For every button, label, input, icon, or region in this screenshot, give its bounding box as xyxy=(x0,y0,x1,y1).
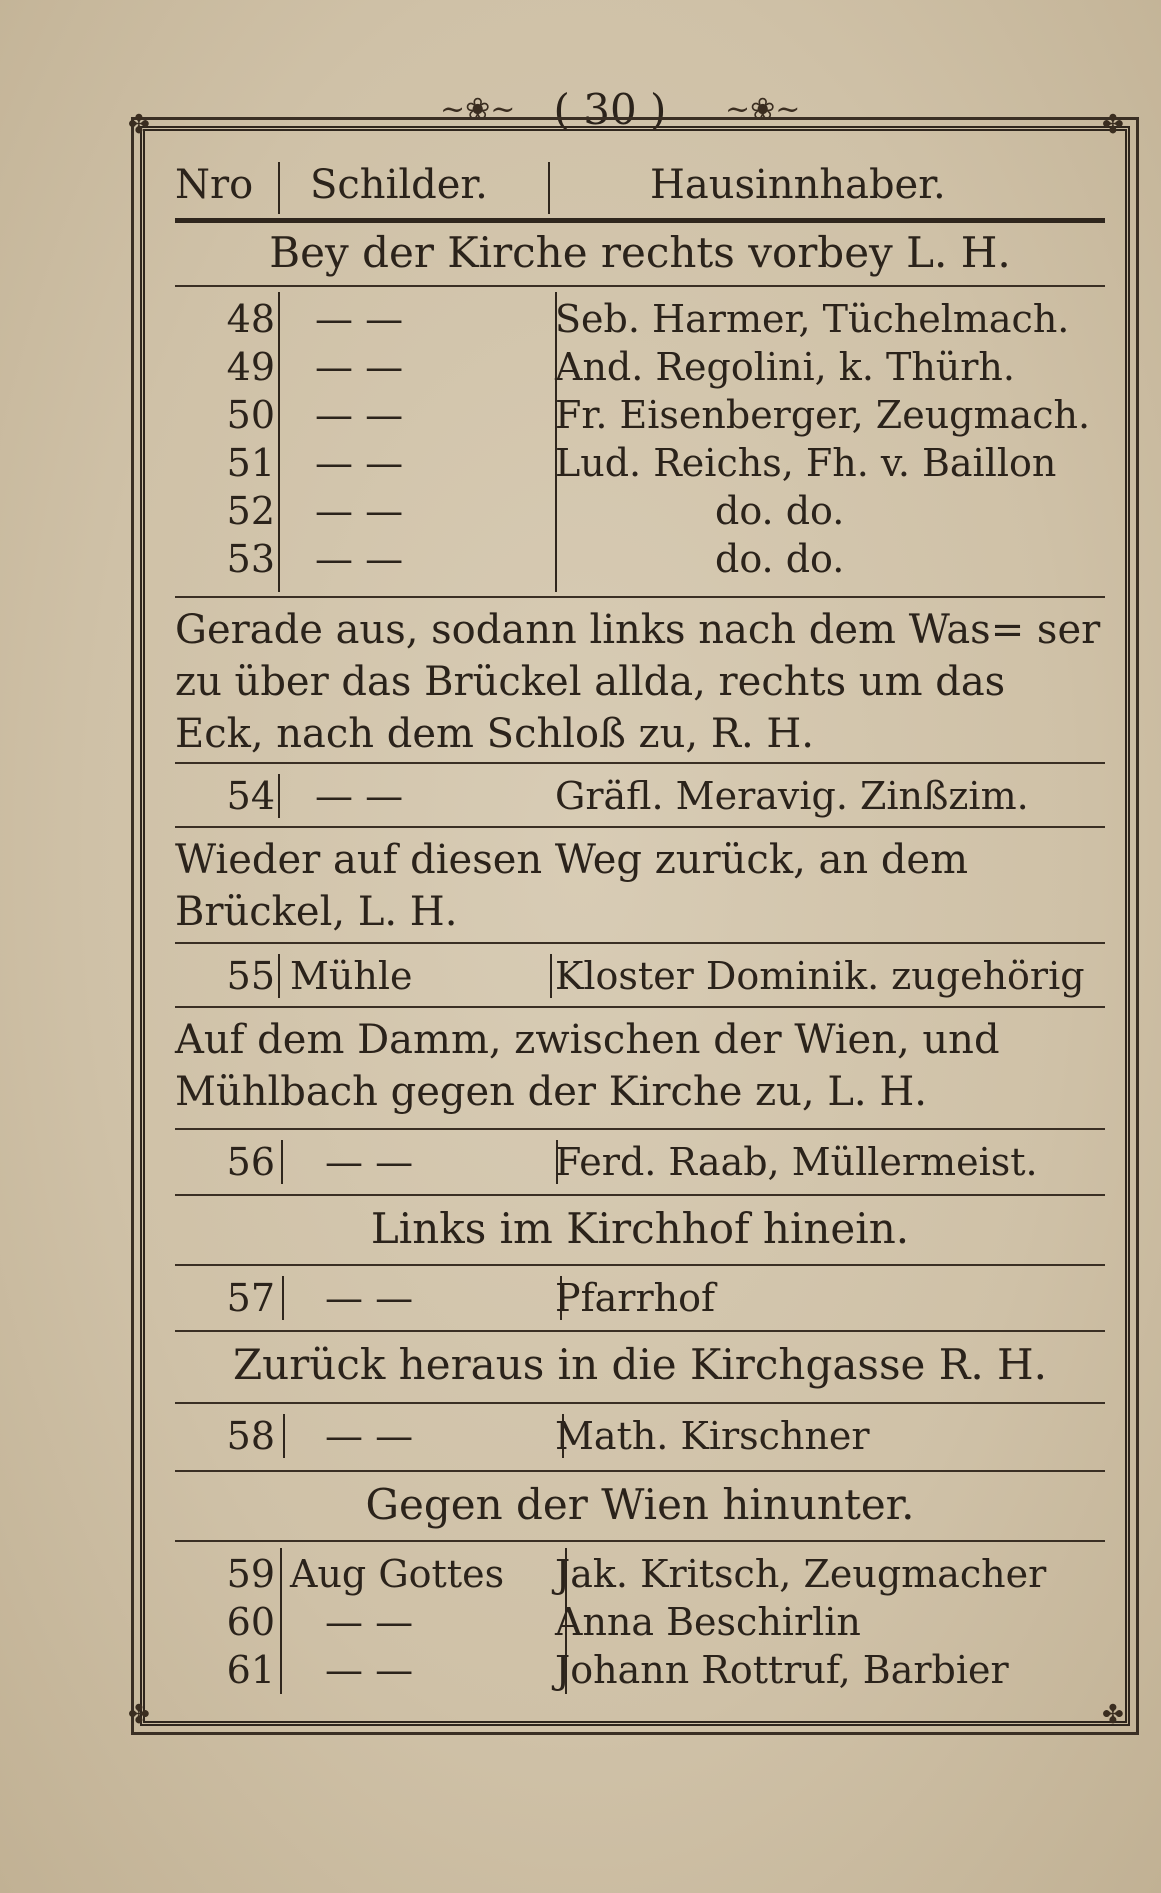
house-owner: Seb. Harmer, Tüchelmach. xyxy=(555,297,1070,341)
house-owner: do. do. xyxy=(715,537,845,581)
house-number: 49 xyxy=(226,345,275,389)
house-sign: — — xyxy=(325,1414,414,1458)
column-divider xyxy=(560,1276,562,1320)
ornament-right-icon: ~❀~ xyxy=(725,92,801,127)
divider xyxy=(175,1540,1105,1542)
house-sign: — — xyxy=(315,441,404,485)
corner-ornament-icon: ✤ xyxy=(1102,1700,1124,1730)
corner-ornament-icon: ✤ xyxy=(128,1700,150,1730)
house-sign: — — xyxy=(325,1600,414,1644)
section-heading: Zurück heraus in die Kirchgasse R. H. xyxy=(232,1340,1048,1389)
divider xyxy=(175,1470,1105,1472)
table-row xyxy=(175,535,1105,583)
corner-ornament-icon: ✤ xyxy=(1102,110,1124,140)
table-row xyxy=(175,295,1105,343)
ornament-left-icon: ~❀~ xyxy=(440,92,516,127)
house-sign: — — xyxy=(325,1648,414,1692)
house-sign: — — xyxy=(315,345,404,389)
column-divider xyxy=(278,774,280,818)
house-number: 50 xyxy=(226,393,275,437)
house-sign: Aug Gottes xyxy=(290,1552,505,1596)
house-sign: — — xyxy=(315,393,404,437)
section-heading: Bey der Kirche rechts vorbey L. H. xyxy=(269,228,1011,277)
header-divider xyxy=(548,162,550,214)
header-sign: Schilder. xyxy=(310,162,488,208)
table-row xyxy=(175,1274,1105,1322)
divider xyxy=(175,1128,1105,1130)
corner-ornament-icon: ✤ xyxy=(128,110,150,140)
table-row xyxy=(175,1646,1105,1694)
house-number: 59 xyxy=(226,1552,275,1596)
column-divider xyxy=(283,1414,285,1458)
divider xyxy=(175,1402,1105,1404)
house-owner: Kloster Dominik. zugehörig xyxy=(555,954,1085,998)
header-owner: Hausinnhaber. xyxy=(650,162,946,208)
house-number: 55 xyxy=(226,954,275,998)
house-number: 53 xyxy=(226,537,275,581)
divider xyxy=(175,826,1105,828)
house-number: 48 xyxy=(226,297,275,341)
house-owner: Anna Beschirlin xyxy=(555,1600,861,1644)
table-row xyxy=(175,1412,1105,1460)
column-divider xyxy=(281,1140,283,1184)
divider xyxy=(175,762,1105,764)
section-paragraph: Auf dem Damm, zwischen der Wien, und Mühlbach gegen der Kirche zu, L. H. xyxy=(175,1017,1000,1115)
table-row xyxy=(175,772,1105,820)
table-row xyxy=(175,952,1105,1000)
divider xyxy=(175,1194,1105,1196)
table-row xyxy=(175,343,1105,391)
house-number: 61 xyxy=(226,1648,275,1692)
house-number: 54 xyxy=(226,774,275,818)
column-divider xyxy=(562,1414,564,1458)
house-number: 57 xyxy=(226,1276,275,1320)
house-sign: — — xyxy=(325,1140,414,1184)
divider xyxy=(175,942,1105,944)
column-divider xyxy=(278,954,280,998)
house-owner: do. do. xyxy=(715,489,845,533)
divider xyxy=(175,1006,1105,1008)
column-divider xyxy=(282,1276,284,1320)
house-number: 51 xyxy=(226,441,275,485)
house-sign: — — xyxy=(315,489,404,533)
divider xyxy=(175,596,1105,598)
house-sign: — — xyxy=(315,297,404,341)
column-divider xyxy=(550,954,552,998)
header-divider xyxy=(278,162,280,214)
house-owner: Ferd. Raab, Müllermeist. xyxy=(555,1140,1038,1184)
table-row xyxy=(175,1138,1105,1186)
table-row xyxy=(175,487,1105,535)
house-owner: Johann Rottruf, Barbier xyxy=(555,1648,1009,1692)
house-owner: And. Regolini, k. Thürh. xyxy=(555,345,1015,389)
house-number: 52 xyxy=(226,489,275,533)
house-number: 58 xyxy=(226,1414,275,1458)
section-heading: Links im Kirchhof hinein. xyxy=(370,1204,910,1253)
house-number: 60 xyxy=(226,1600,275,1644)
house-owner: Gräfl. Meravig. Zinßzim. xyxy=(555,774,1029,818)
divider xyxy=(175,1264,1105,1266)
table-header xyxy=(175,162,1105,223)
house-owner: Lud. Reichs, Fh. v. Baillon xyxy=(555,441,1057,485)
divider xyxy=(175,285,1105,287)
house-owner: Fr. Eisenberger, Zeugmach. xyxy=(555,393,1091,437)
table-row xyxy=(175,391,1105,439)
table-row xyxy=(175,1598,1105,1646)
section-paragraph: Wieder auf diesen Weg zurück, an dem Brückel, L. H. xyxy=(175,837,969,935)
header-no: Nro xyxy=(175,162,254,208)
house-number: 56 xyxy=(226,1140,275,1184)
section-paragraph: Gerade aus, sodann links nach dem Was= ser zu über das Brückel allda, rechts um das Eck, nach dem Schloß zu, R. H. xyxy=(175,607,1101,757)
house-sign: Mühle xyxy=(290,954,413,998)
house-owner: Pfarrhof xyxy=(555,1276,716,1320)
house-owner: Jak. Kritsch, Zeugmacher xyxy=(555,1552,1047,1596)
column-divider xyxy=(556,1140,558,1184)
house-sign: — — xyxy=(325,1276,414,1320)
section-heading: Gegen der Wien hinunter. xyxy=(365,1480,915,1529)
house-owner: Math. Kirschner xyxy=(555,1414,870,1458)
house-sign: — — xyxy=(315,774,404,818)
table-row xyxy=(175,1550,1105,1598)
house-sign: — — xyxy=(315,537,404,581)
table-row xyxy=(175,439,1105,487)
page-number: ( 30 ) xyxy=(553,85,667,134)
divider xyxy=(175,1330,1105,1332)
